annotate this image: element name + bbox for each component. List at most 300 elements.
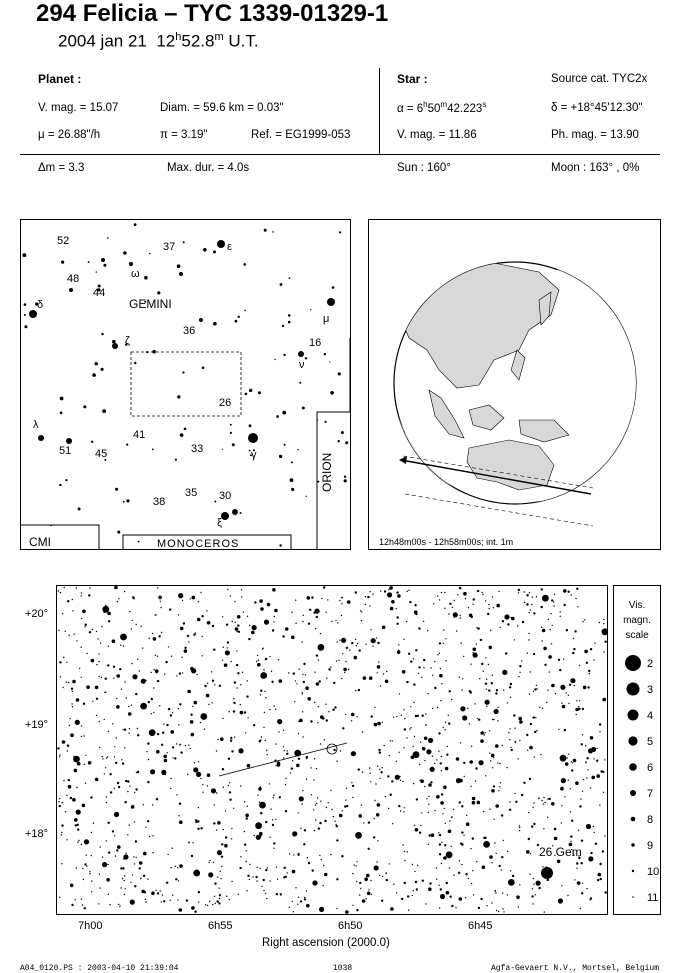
chart-star bbox=[240, 704, 241, 705]
chart-star bbox=[273, 797, 274, 798]
chart-star bbox=[303, 843, 305, 845]
chart-star bbox=[219, 898, 220, 899]
chart-star bbox=[497, 720, 498, 721]
chart-star bbox=[441, 756, 442, 757]
chart-star bbox=[494, 819, 495, 820]
scale-mag-label: 4 bbox=[647, 710, 654, 722]
scale-dot bbox=[627, 683, 640, 696]
finder-star bbox=[214, 501, 216, 503]
chart-star bbox=[136, 772, 137, 773]
chart-star bbox=[239, 867, 241, 869]
chart-star bbox=[519, 665, 521, 667]
chart-star bbox=[61, 834, 62, 835]
chart-star bbox=[561, 703, 562, 704]
chart-star bbox=[178, 593, 183, 598]
chart-star bbox=[366, 874, 370, 878]
chart-star bbox=[391, 600, 395, 604]
chart-star bbox=[102, 606, 109, 613]
chart-star bbox=[377, 840, 378, 841]
chart-star bbox=[385, 796, 386, 797]
chart-star bbox=[289, 907, 290, 908]
chart-star bbox=[326, 807, 327, 808]
chart-star bbox=[71, 688, 73, 690]
chart-star bbox=[207, 621, 211, 625]
finder-star bbox=[102, 409, 106, 413]
chart-star bbox=[220, 737, 224, 741]
chart-star bbox=[62, 613, 63, 614]
chart-star bbox=[579, 665, 580, 666]
chart-star bbox=[602, 850, 604, 852]
chart-star bbox=[114, 756, 115, 757]
chart-star bbox=[257, 795, 258, 796]
chart-star bbox=[603, 651, 604, 652]
chart-star bbox=[127, 834, 128, 835]
chart-star bbox=[492, 767, 493, 768]
finder-star bbox=[230, 424, 232, 426]
chart-star bbox=[60, 592, 61, 593]
chart-star bbox=[443, 643, 444, 644]
chart-star bbox=[425, 714, 426, 715]
chart-star bbox=[518, 589, 520, 591]
chart-star bbox=[297, 904, 298, 905]
chart-star bbox=[59, 754, 60, 755]
chart-star bbox=[461, 831, 463, 833]
chart-star bbox=[273, 848, 274, 849]
chart-star bbox=[179, 864, 183, 868]
chart-star bbox=[596, 748, 597, 749]
chart-star bbox=[403, 811, 404, 812]
finder-star bbox=[221, 512, 229, 520]
chart-star bbox=[428, 796, 429, 797]
chart-star bbox=[208, 872, 213, 877]
chart-star bbox=[357, 643, 358, 644]
page-title: 294 Felicia – TYC 1339-01329-1 bbox=[36, 0, 389, 27]
chart-star bbox=[316, 654, 318, 656]
chart-star bbox=[318, 827, 320, 829]
chart-star bbox=[572, 762, 573, 763]
asteroid-track bbox=[219, 743, 347, 776]
chart-star bbox=[356, 909, 358, 911]
chart-star bbox=[577, 606, 578, 607]
finder-star bbox=[213, 322, 217, 326]
chart-star bbox=[135, 693, 137, 695]
planet-vmag: V. mag. = 15.07 bbox=[38, 102, 119, 114]
chart-star bbox=[498, 911, 499, 912]
chart-star bbox=[514, 793, 515, 794]
chart-star bbox=[269, 783, 270, 784]
chart-star bbox=[277, 719, 282, 724]
finder-star bbox=[184, 428, 187, 431]
chart-star bbox=[256, 835, 261, 840]
chart-star bbox=[509, 801, 510, 802]
chart-star bbox=[125, 853, 126, 854]
chart-star bbox=[344, 805, 346, 807]
finder-star bbox=[95, 362, 98, 365]
globe-panel bbox=[368, 219, 661, 550]
chart-star bbox=[231, 838, 232, 839]
chart-star bbox=[396, 623, 398, 625]
chart-star bbox=[386, 671, 387, 672]
chart-star bbox=[364, 877, 368, 881]
chart-star bbox=[104, 719, 105, 720]
chart-star bbox=[233, 702, 235, 704]
chart-star bbox=[346, 647, 348, 649]
chart-star bbox=[230, 740, 232, 742]
chart-star bbox=[588, 670, 590, 672]
chart-star bbox=[439, 843, 441, 845]
chart-star bbox=[242, 672, 243, 673]
chart-star bbox=[247, 616, 248, 617]
chart-star bbox=[247, 875, 249, 877]
chart-star bbox=[214, 804, 215, 805]
chart-star bbox=[473, 652, 474, 653]
chart-star bbox=[63, 687, 64, 688]
chart-star bbox=[514, 741, 515, 742]
chart-star bbox=[86, 854, 87, 855]
chart-star bbox=[323, 586, 325, 588]
chart-star bbox=[65, 811, 66, 812]
chart-star bbox=[160, 607, 161, 608]
chart-star bbox=[178, 708, 179, 709]
chart-star bbox=[292, 831, 297, 836]
chart-star bbox=[576, 588, 578, 590]
chart-star bbox=[170, 778, 171, 779]
chart-star bbox=[352, 905, 353, 906]
chart-star bbox=[119, 668, 121, 670]
chart-star bbox=[529, 746, 533, 750]
chart-star bbox=[481, 592, 482, 593]
chart-star bbox=[398, 650, 399, 651]
chart-star bbox=[425, 725, 426, 726]
chart-star bbox=[459, 801, 461, 803]
chart-star bbox=[442, 813, 443, 814]
chart-star bbox=[122, 762, 124, 764]
finder-star bbox=[276, 415, 279, 418]
finder-star bbox=[96, 271, 97, 272]
chart-star bbox=[74, 818, 78, 822]
chart-star bbox=[485, 600, 486, 601]
chart-star bbox=[351, 751, 356, 756]
chart-star bbox=[473, 894, 474, 895]
chart-star bbox=[400, 810, 401, 811]
chart-star bbox=[71, 703, 72, 704]
chart-star bbox=[558, 862, 559, 863]
chart-star bbox=[127, 791, 128, 792]
chart-star bbox=[216, 829, 217, 830]
chart-star bbox=[507, 851, 508, 852]
chart-star bbox=[81, 592, 82, 593]
chart-star bbox=[306, 904, 310, 908]
chart-star bbox=[519, 672, 520, 673]
chart-star bbox=[266, 898, 267, 899]
globe-svg bbox=[369, 220, 660, 549]
chart-star bbox=[379, 778, 380, 779]
chart-star bbox=[544, 911, 545, 912]
star-vmag: V. mag. = 11.86 bbox=[397, 129, 477, 141]
chart-star bbox=[231, 881, 232, 882]
chart-star bbox=[163, 723, 164, 724]
chart-star bbox=[449, 603, 451, 605]
chart-star bbox=[170, 730, 174, 734]
chart-star bbox=[188, 744, 189, 745]
chart-star bbox=[413, 658, 414, 659]
chart-star bbox=[234, 681, 236, 683]
chart-star bbox=[510, 870, 511, 871]
chart-star bbox=[560, 685, 565, 690]
chart-star bbox=[356, 645, 357, 646]
chart-star bbox=[586, 824, 591, 829]
chart-star bbox=[61, 863, 62, 864]
chart-star bbox=[510, 697, 511, 698]
chart-star bbox=[275, 743, 276, 744]
chart-star bbox=[66, 662, 67, 663]
finder-star bbox=[61, 261, 64, 264]
chart-star bbox=[371, 894, 372, 895]
chart-star bbox=[168, 646, 169, 647]
chart-star bbox=[529, 778, 531, 780]
chart-star bbox=[373, 836, 375, 838]
chart-star bbox=[376, 813, 380, 817]
chart-star bbox=[604, 759, 605, 760]
chart-star bbox=[437, 707, 438, 708]
chart-star bbox=[591, 776, 595, 780]
chart-star bbox=[306, 778, 307, 779]
finder-star bbox=[134, 362, 136, 364]
chart-star bbox=[355, 865, 356, 866]
chart-star bbox=[114, 586, 118, 589]
chart-star bbox=[261, 886, 262, 887]
chart-star bbox=[415, 649, 417, 651]
chart-star bbox=[509, 728, 510, 729]
chart-star bbox=[155, 655, 156, 656]
chart-star bbox=[380, 685, 381, 686]
chart-star bbox=[365, 604, 366, 605]
chart-star bbox=[84, 839, 89, 844]
chart-star bbox=[118, 904, 119, 905]
chart-star bbox=[117, 782, 119, 784]
chart-star bbox=[223, 647, 224, 648]
chart-star bbox=[519, 827, 520, 828]
chart-star bbox=[224, 844, 228, 848]
finder-star bbox=[146, 351, 148, 353]
chart-star bbox=[311, 794, 312, 795]
chart-star bbox=[466, 822, 470, 826]
chart-star bbox=[489, 646, 493, 650]
chart-star bbox=[434, 763, 435, 764]
chart-star bbox=[464, 776, 465, 777]
star-dec: δ = +18°45'12.30" bbox=[551, 102, 643, 114]
chart-star bbox=[284, 867, 286, 869]
chart-star bbox=[84, 863, 86, 865]
chart-star bbox=[576, 700, 577, 701]
finder-star-label: 48 bbox=[67, 273, 80, 285]
chart-star bbox=[571, 820, 573, 822]
chart-star bbox=[575, 781, 579, 785]
chart-star bbox=[198, 901, 199, 902]
finder-star bbox=[101, 368, 104, 371]
chart-star bbox=[134, 885, 136, 887]
chart-star bbox=[439, 853, 441, 855]
finder-star bbox=[310, 309, 311, 310]
chart-star bbox=[218, 902, 220, 904]
chart-star bbox=[63, 780, 64, 781]
chart-star bbox=[428, 783, 432, 787]
chart-star bbox=[116, 849, 118, 851]
chart-star bbox=[315, 819, 316, 820]
chart-star bbox=[76, 698, 80, 702]
chart-star bbox=[318, 706, 319, 707]
chart-star bbox=[604, 641, 606, 643]
chart-star bbox=[105, 767, 106, 768]
chart-star bbox=[81, 647, 82, 648]
chart-star bbox=[175, 878, 177, 880]
chart-star bbox=[255, 876, 257, 878]
chart-star bbox=[543, 797, 544, 798]
chart-star bbox=[149, 638, 150, 639]
chart-star bbox=[198, 807, 199, 808]
const-cmi: CMI bbox=[29, 535, 51, 549]
finder-star bbox=[59, 484, 61, 486]
chart-star bbox=[229, 782, 230, 783]
chart-star bbox=[404, 851, 405, 852]
chart-star bbox=[227, 641, 229, 643]
finder-star-label: 33 bbox=[191, 443, 204, 455]
chart-star bbox=[536, 881, 541, 886]
chart-star bbox=[428, 812, 429, 813]
chart-star bbox=[96, 631, 97, 632]
chart-star bbox=[314, 758, 315, 759]
chart-star bbox=[554, 828, 556, 830]
chart-star bbox=[147, 820, 149, 822]
chart-star bbox=[172, 757, 173, 758]
chart-star bbox=[216, 750, 217, 751]
chart-star bbox=[108, 894, 109, 895]
chart-star bbox=[209, 860, 210, 861]
finder-star bbox=[24, 314, 26, 316]
chart-star bbox=[102, 758, 103, 759]
chart-star bbox=[93, 822, 94, 823]
chart-star bbox=[558, 729, 559, 730]
chart-star bbox=[471, 746, 472, 747]
chart-star bbox=[374, 723, 378, 727]
chart-star bbox=[355, 690, 356, 691]
chart-star bbox=[178, 880, 179, 881]
chart-star bbox=[444, 608, 445, 609]
chart-star bbox=[475, 780, 476, 781]
chart-star bbox=[74, 634, 75, 635]
chart-star bbox=[498, 591, 499, 592]
chart-star bbox=[76, 810, 81, 815]
chart-star bbox=[472, 797, 476, 801]
chart-star bbox=[229, 899, 230, 900]
chart-star bbox=[561, 805, 562, 806]
chart-star bbox=[298, 733, 299, 734]
chart-star bbox=[85, 624, 87, 626]
star-source: Source cat. TYC2x bbox=[551, 73, 648, 85]
chart-star bbox=[97, 638, 98, 639]
const-gemini: GEMINI bbox=[129, 297, 172, 311]
chart-star bbox=[265, 893, 266, 894]
chart-star bbox=[108, 822, 110, 824]
chart-star bbox=[274, 705, 275, 706]
chart-star bbox=[341, 615, 342, 616]
chart-star bbox=[532, 903, 533, 904]
chart-star bbox=[602, 698, 606, 702]
chart-star bbox=[227, 647, 228, 648]
chart-star bbox=[272, 588, 276, 592]
chart-star bbox=[550, 629, 551, 630]
chart-star bbox=[100, 846, 101, 847]
chart-star bbox=[58, 801, 59, 802]
chart-star bbox=[413, 702, 414, 703]
chart-star bbox=[82, 868, 83, 869]
chart-star bbox=[234, 601, 235, 602]
finder-star bbox=[29, 310, 37, 318]
chart-star bbox=[360, 610, 361, 611]
finder-star bbox=[175, 459, 177, 461]
chart-star bbox=[346, 805, 348, 807]
chart-star bbox=[570, 835, 572, 837]
chart-star bbox=[61, 832, 62, 833]
chart-star bbox=[554, 594, 555, 595]
chart-star bbox=[70, 733, 74, 737]
chart-star bbox=[100, 887, 101, 888]
chart-star bbox=[363, 822, 364, 823]
chart-star bbox=[519, 740, 520, 741]
chart-star bbox=[451, 699, 452, 700]
chart-star bbox=[102, 756, 103, 757]
chart-star bbox=[517, 625, 518, 626]
chart-star bbox=[499, 865, 501, 867]
chart-star bbox=[194, 911, 196, 913]
chart-star bbox=[223, 829, 224, 830]
chart-star bbox=[91, 855, 92, 856]
chart-star bbox=[345, 714, 346, 715]
chart-star bbox=[593, 659, 594, 660]
chart-star bbox=[77, 828, 79, 830]
chart-star bbox=[160, 890, 161, 891]
chart-star bbox=[430, 667, 431, 668]
chart-star bbox=[480, 639, 482, 641]
chart-star bbox=[352, 797, 353, 798]
chart-star bbox=[436, 867, 437, 868]
chart-star bbox=[118, 786, 120, 788]
chart-star bbox=[392, 823, 393, 824]
chart-star bbox=[276, 893, 278, 895]
chart-star bbox=[568, 695, 569, 696]
chart-star bbox=[581, 840, 583, 842]
star-ra-s: s bbox=[482, 100, 487, 109]
chart-star bbox=[490, 630, 491, 631]
finder-star bbox=[180, 433, 184, 437]
chart-star bbox=[307, 596, 311, 600]
chart-star bbox=[414, 871, 415, 872]
chart-star bbox=[429, 882, 431, 884]
chart-star bbox=[306, 890, 307, 891]
chart-star bbox=[568, 703, 569, 704]
chart-star bbox=[305, 674, 306, 675]
chart-star bbox=[375, 783, 376, 784]
chart-star bbox=[66, 681, 67, 682]
chart-star bbox=[81, 725, 82, 726]
chart-star bbox=[380, 590, 381, 591]
boundary-orion bbox=[317, 338, 350, 549]
chart-star bbox=[594, 832, 595, 833]
finder-star-label: ν bbox=[299, 359, 305, 371]
chart-star bbox=[68, 785, 72, 789]
chart-star bbox=[414, 736, 415, 737]
chart-star bbox=[586, 662, 588, 664]
